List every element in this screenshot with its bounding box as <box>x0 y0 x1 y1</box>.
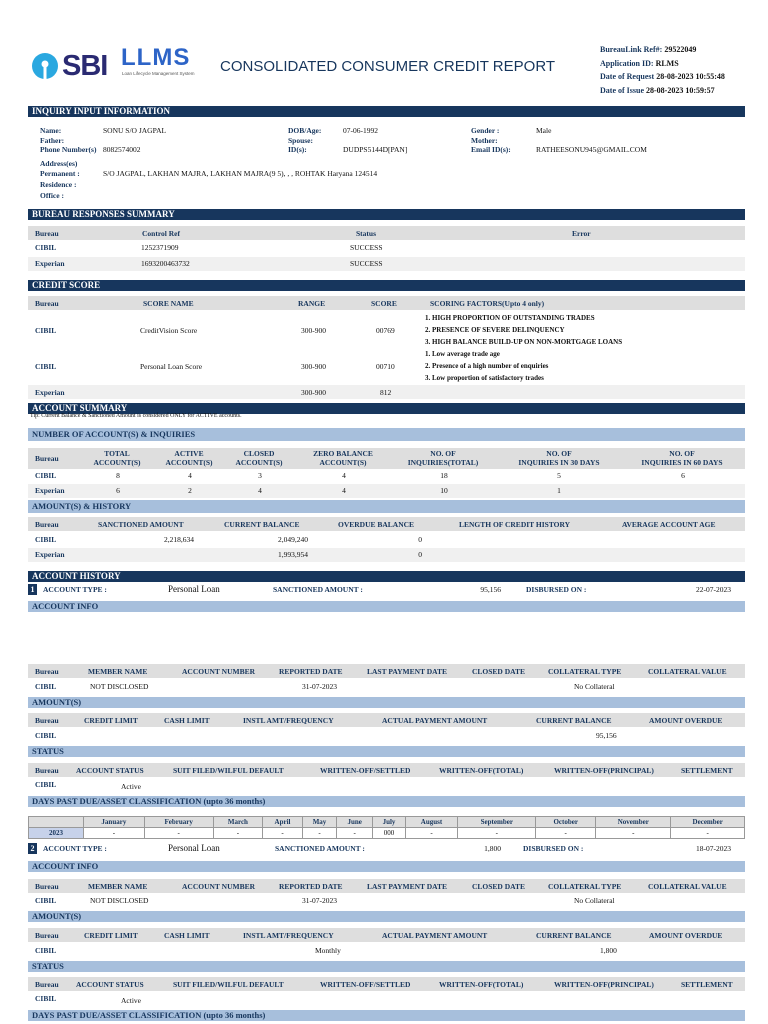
amounts-table-header: Bureau CREDIT LIMIT CASH LIMIT INSTL AMT/FREQUENCY ACTUAL PAYMENT AMOUNT CURRENT BALANCE AMOUNT OVERDUE <box>28 713 745 727</box>
table-row: CIBIL Active <box>35 780 141 791</box>
amount-table-header: Bureau SANCTIONED AMOUNT CURRENT BALANCE OVERDUE BALANCE LENGTH OF CREDIT HISTORY AVERAGE ACCOUNT AGE <box>28 517 745 531</box>
personal-loan-score: 00710 <box>376 362 395 371</box>
amounts-table-header: Bureau CREDIT LIMIT CASH LIMIT INSTL AMT/FREQUENCY ACTUAL PAYMENT AMOUNT CURRENT BALANCE AMOUNT OVERDUE <box>28 928 745 942</box>
amounts-label: AMOUNT(S) <box>28 697 745 708</box>
id-number: DUDPS5144D[PAN] <box>343 145 408 154</box>
amounts-label: AMOUNT(S) <box>28 911 745 922</box>
dob: 07-06-1992 <box>343 126 378 135</box>
applicant-name: SONU S/O JAGPAL <box>103 126 167 135</box>
account-number-badge: 1 <box>28 584 37 595</box>
dpd-month-row: January February March April May June July August September October November December <box>29 817 745 828</box>
email: RATHEESONU945@GMAIL.COM <box>536 145 647 154</box>
accounts-table-header: Bureau TOTAL ACCOUNT(S) ACTIVE ACCOUNT(S) CLOSED ACCOUNT(S) ZERO BALANCE ACCOUNT(S) NO. OF INQUIRIES(TOTAL) NO. OF INQUIRIES IN 30 DAYS NO. OF INQUIRIES IN 60 DAYS <box>28 448 745 469</box>
status-table-header: Bureau ACCOUNT STATUS SUIT FILED/WILFUL DEFAULT WRITTEN-OFF/SETTLED WRITTEN-OFF(TOTAL) WRITTEN-OFF(PRINCIPAL) SETTLEMENT <box>28 977 745 991</box>
table-row: CIBIL 95,156 <box>35 731 617 740</box>
cibil-score: 00769 <box>376 326 395 335</box>
table-row: CIBIL NOT DISCLOSED 31-07-2023 No Collateral <box>35 896 615 905</box>
account-number-badge: 2 <box>28 843 37 854</box>
table-row: CIBIL 1252371909 SUCCESS <box>35 243 383 252</box>
account-info-table-header: Bureau MEMBER NAME ACCOUNT NUMBER REPORTED DATE LAST PAYMENT DATE CLOSED DATE COLLATERAL TYPE COLLATERAL VALUE <box>28 879 745 893</box>
inquiry-section-header: INQUIRY INPUT INFORMATION <box>28 106 745 117</box>
table-row: Experian 1,993,954 0 <box>28 548 745 562</box>
sbi-logo-icon <box>30 51 60 81</box>
page-title: CONSOLIDATED CONSUMER CREDIT REPORT <box>220 58 556 75</box>
account-summary-tip: Tip: Current Balance & Sanctioned Amount is considered ONLY for ACTIVE accounts. <box>30 413 242 419</box>
account-info-label: ACCOUNT INFO <box>28 861 745 872</box>
status-table-header: Bureau ACCOUNT STATUS SUIT FILED/WILFUL DEFAULT WRITTEN-OFF/SETTLED WRITTEN-OFF(TOTAL) WRITTEN-OFF(PRINCIPAL) SETTLEMENT <box>28 763 745 777</box>
bureau-summary-table-header: Bureau Control Ref Status Error <box>28 226 745 240</box>
sbi-logo <box>30 48 118 82</box>
credit-score-table-header: Bureau SCORE NAME RANGE SCORE SCORING FACTORS(Upto 4 only) <box>28 296 745 310</box>
account-history-header: ACCOUNT HISTORY <box>28 571 745 582</box>
table-row: Experian 1693200463732 SUCCESS <box>28 257 745 271</box>
account-summary-header: ACCOUNT SUMMARY <box>28 403 745 414</box>
table-row: Experian 6 2 4 4 10 1 <box>28 484 745 498</box>
amount-history-header: AMOUNT(S) & HISTORY <box>28 500 745 513</box>
accounts-inquiries-header: NUMBER OF ACCOUNT(S) & INQUIRIES <box>28 428 745 441</box>
table-row: CIBIL 2,218,634 2,049,240 0 <box>35 535 422 544</box>
phone-number: 8082574002 <box>103 145 141 154</box>
llms-logo <box>121 44 211 80</box>
report-meta: BureauLink Ref#: 29522049 Application ID: RLMS Date of Request 28-08-2023 10:55:48 Date of Issue 28-08-2023 10:59:57 <box>600 45 725 95</box>
table-row: CIBIL 8 4 3 4 18 5 6 <box>35 471 685 480</box>
gender: Male <box>536 126 552 135</box>
bureau-summary-header: BUREAU RESPONSES SUMMARY <box>28 209 745 220</box>
status-label: STATUS <box>28 746 745 757</box>
dpd-value-row: 2023 - - - - - - 000 - - - - - <box>29 828 745 839</box>
llms-logo-text: LLMS <box>121 44 191 71</box>
credit-score-header: CREDIT SCORE <box>28 280 745 291</box>
account-info-label: ACCOUNT INFO <box>28 601 745 612</box>
table-row: CIBIL NOT DISCLOSED 31-07-2023 No Collateral <box>35 682 615 691</box>
sbi-logo-text: SBI <box>62 50 108 82</box>
account-info-table-header: Bureau MEMBER NAME ACCOUNT NUMBER REPORTED DATE LAST PAYMENT DATE CLOSED DATE COLLATERAL TYPE COLLATERAL VALUE <box>28 664 745 678</box>
status-label: STATUS <box>28 961 745 972</box>
permanent-address: S/O JAGPAL, LAKHAN MAJRA, LAKHAN MAJRA(9 5), , , ROHTAK Haryana 124514 <box>103 169 378 178</box>
dpd-table <box>28 816 745 839</box>
llms-tagline: Loan Lifecycle Management System <box>122 71 195 76</box>
dpd-label: DAYS PAST DUE/ASSET CLASSIFICATION (upto 36 months) <box>28 796 745 807</box>
table-row: CIBIL Active <box>35 994 141 1005</box>
table-row: CIBIL Monthly 1,800 <box>35 946 617 955</box>
dpd-label: DAYS PAST DUE/ASSET CLASSIFICATION (upto 36 months) <box>28 1010 745 1021</box>
experian-score: 812 <box>380 388 392 397</box>
credit-score-row: Experian 300-900 812 <box>28 385 745 399</box>
